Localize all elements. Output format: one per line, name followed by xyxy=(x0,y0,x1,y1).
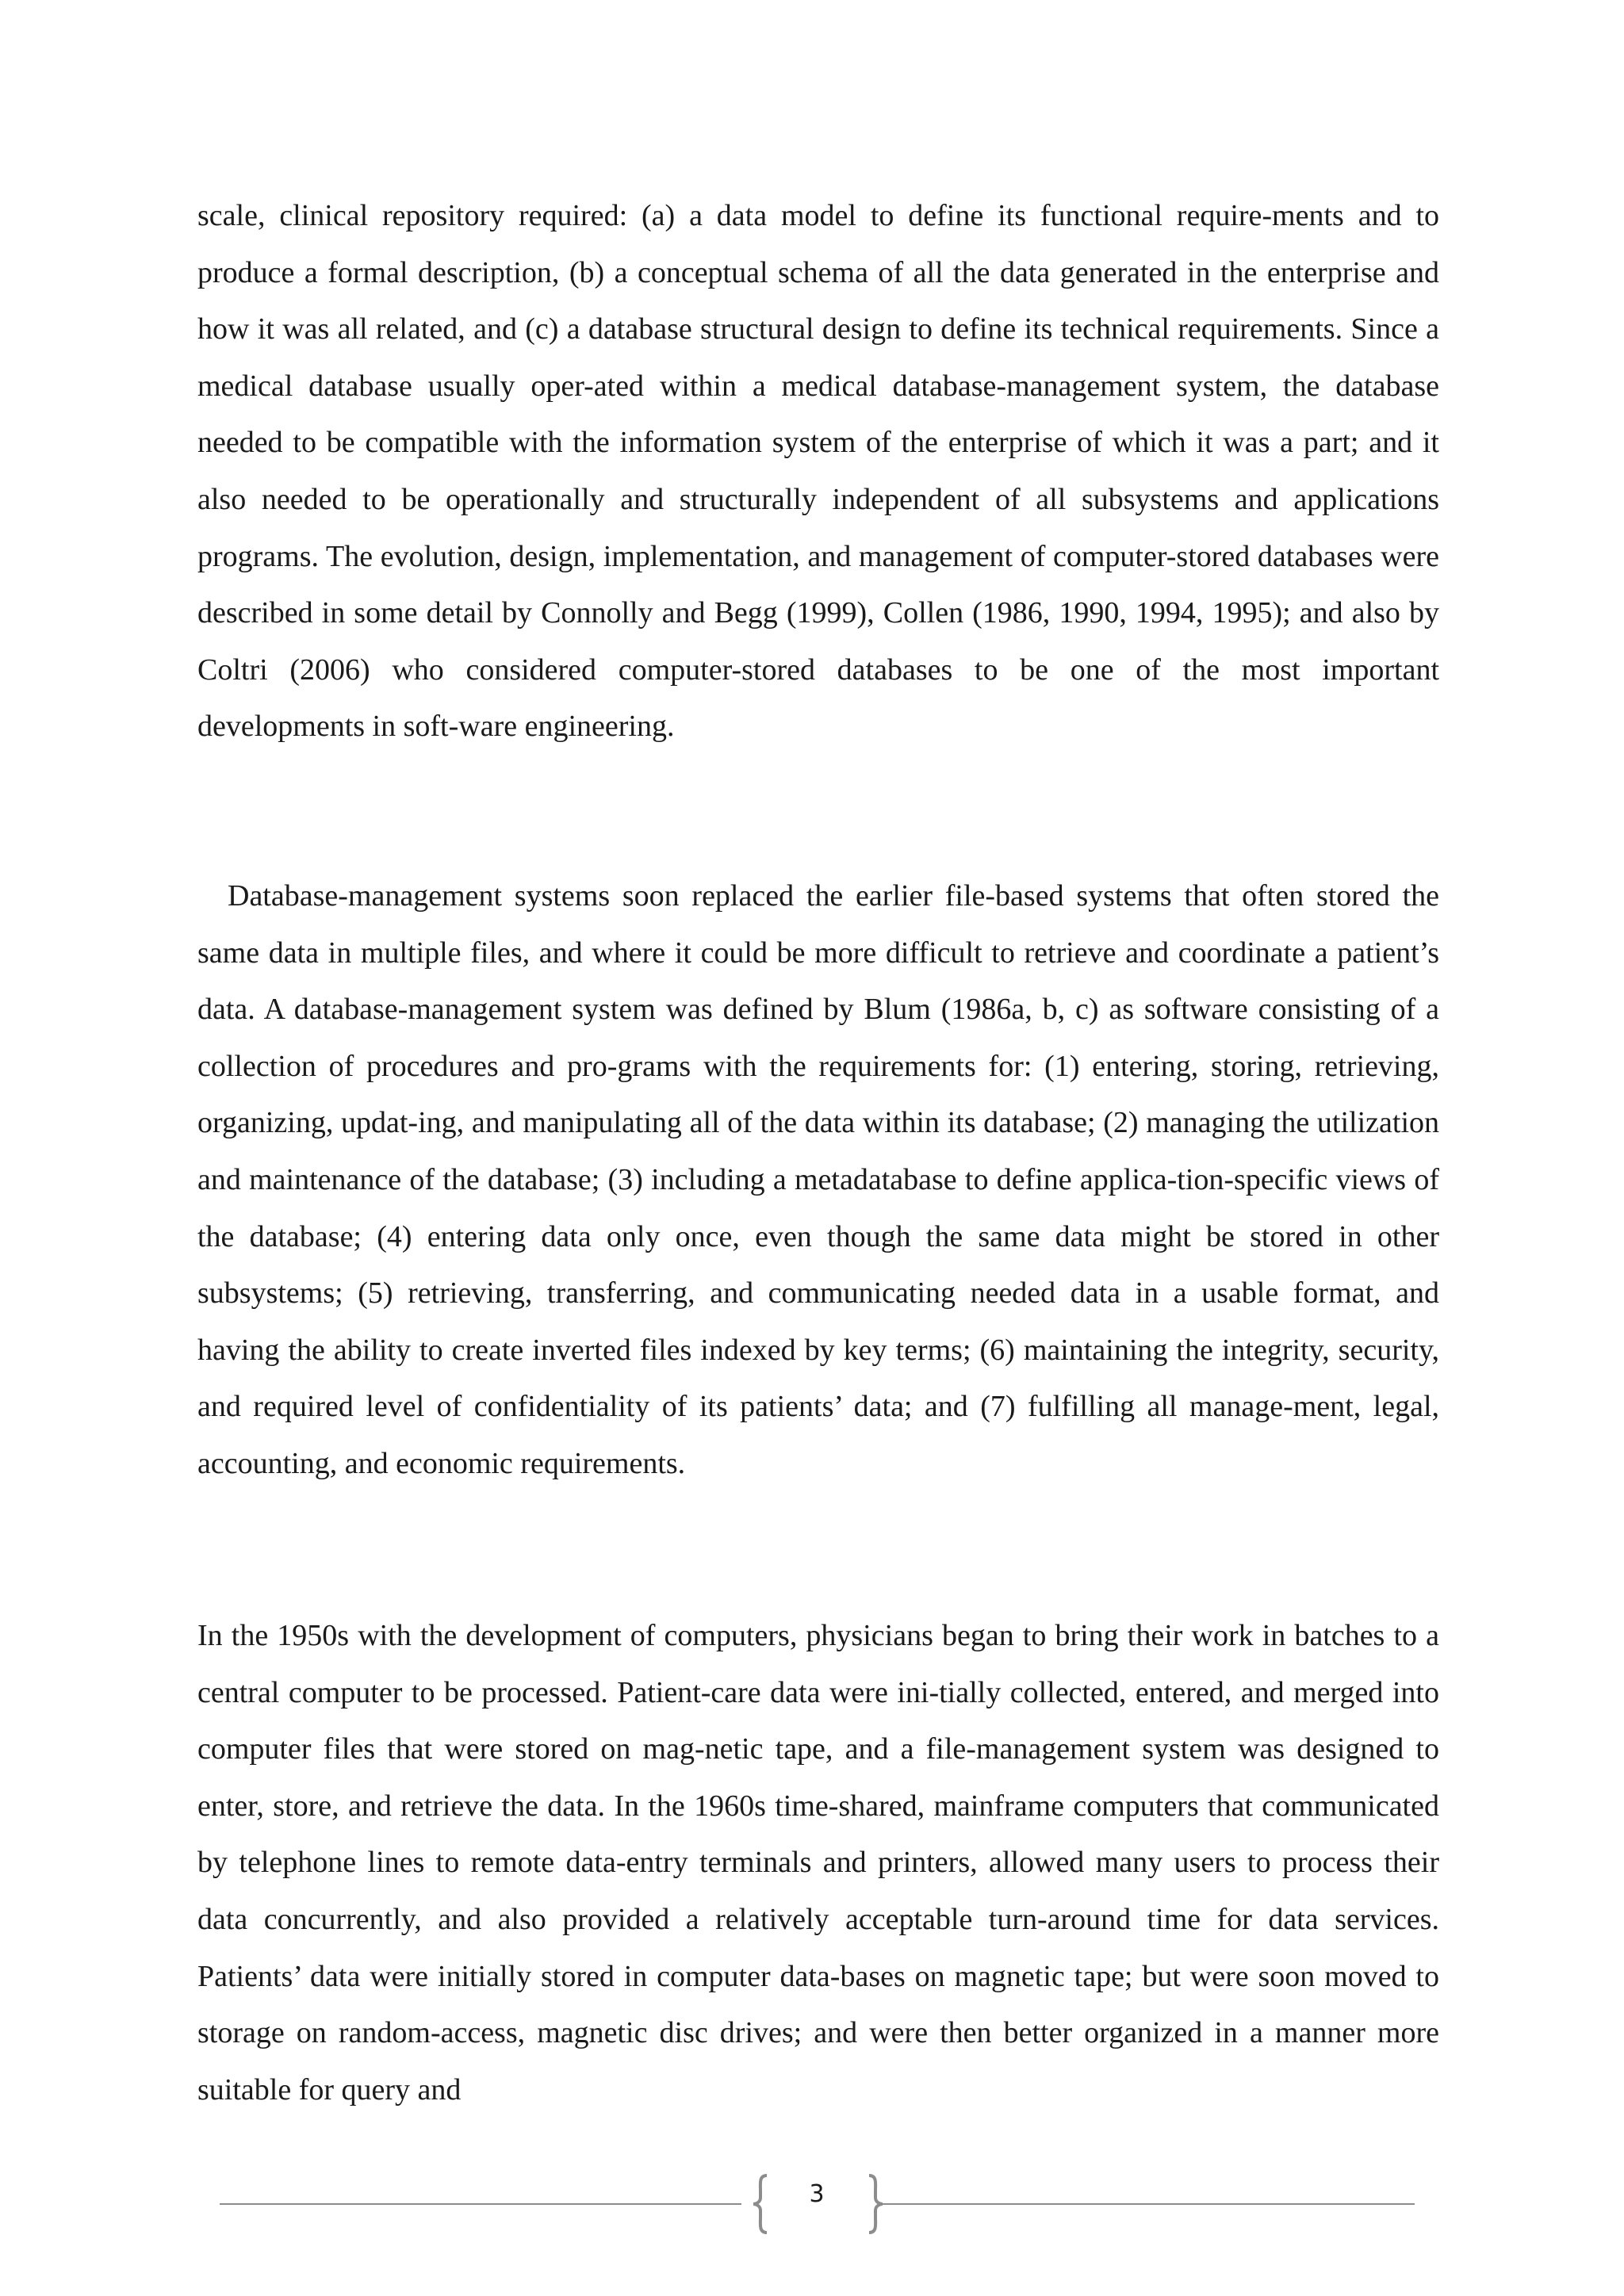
page-number: 3 xyxy=(809,2180,825,2208)
left-curly-bracket-icon xyxy=(751,2172,770,2236)
footer-rule-right xyxy=(879,2203,1415,2205)
paragraph-clinical-repository: scale, clinical repository required: (a) a data model to define its functional require-ments and to produce a formal description, (b) a conceptual schema of all the data generated in the enterprise and how it was all related, and (c) a database structural design to define its technical requirements. Since a medical database usually oper-ated within a medical database-management system, the database needed to be compatible with the information system of the enterprise of which it was a part; and it also needed to be operationally and structurally independent of all subsystems and applications programs. The evolution, design, implementation, and management of computer-stored databases were described in some detail by Connolly and Begg (1999), Collen (1986, 1990, 1994, 1995); and also by Coltri (2006) who considered computer-stored databases to be one of the most important developments in soft-ware engineering. xyxy=(197,199,1439,744)
paragraph-database-management-systems: Database-management systems soon replaced the earlier file-based systems that often stored the same data in multiple files, and where it could be more difficult to retrieve and coordinate a patient’s data. A database-management system was defined by Blum (1986a, b, c) as software consisting of a collection of procedures and pro-grams with the requirements for: (1) entering, storing, retrieving, organizing, updat-ing, and manipulating all of the data within its database; (2) managing the utilization and maintenance of the database; (3) including a metadatabase to define applica-tion-specific views of the database; (4) entering data only once, even though the same data might be stored in other subsystems; (5) retrieving, transferring, and communicating needed data in a usable format, and having the ability to create inverted files indexed by key terms; (6) maintaining the integrity, security, and required level of confidentiality of its patients’ data; and (7) fulfilling all manage-ment, legal, accounting, and economic requirements. xyxy=(197,879,1439,1480)
footer-rule-left xyxy=(220,2203,741,2205)
page-footer xyxy=(0,2172,1624,2236)
paragraph-1950s-computers: In the 1950s with the development of computers, physicians began to bring their work in batches to a central computer to be processed. Patient-care data were ini-tially collected, entered, and merged into computer files that were stored on mag-netic tape, and a file-management system was designed to enter, store, and retrieve the data. In the 1960s time-shared, mainframe computers that communicated by telephone lines to remote data-entry terminals and printers, allowed many users to process their data concurrently, and also provided a relatively acceptable turn-around time for data services. Patients’ data were initially stored in computer data-bases on magnetic tape; but were soon moved to storage on random-access, magnetic disc drives; and were then better organized in a manner more suitable for query and xyxy=(197,1619,1439,2107)
